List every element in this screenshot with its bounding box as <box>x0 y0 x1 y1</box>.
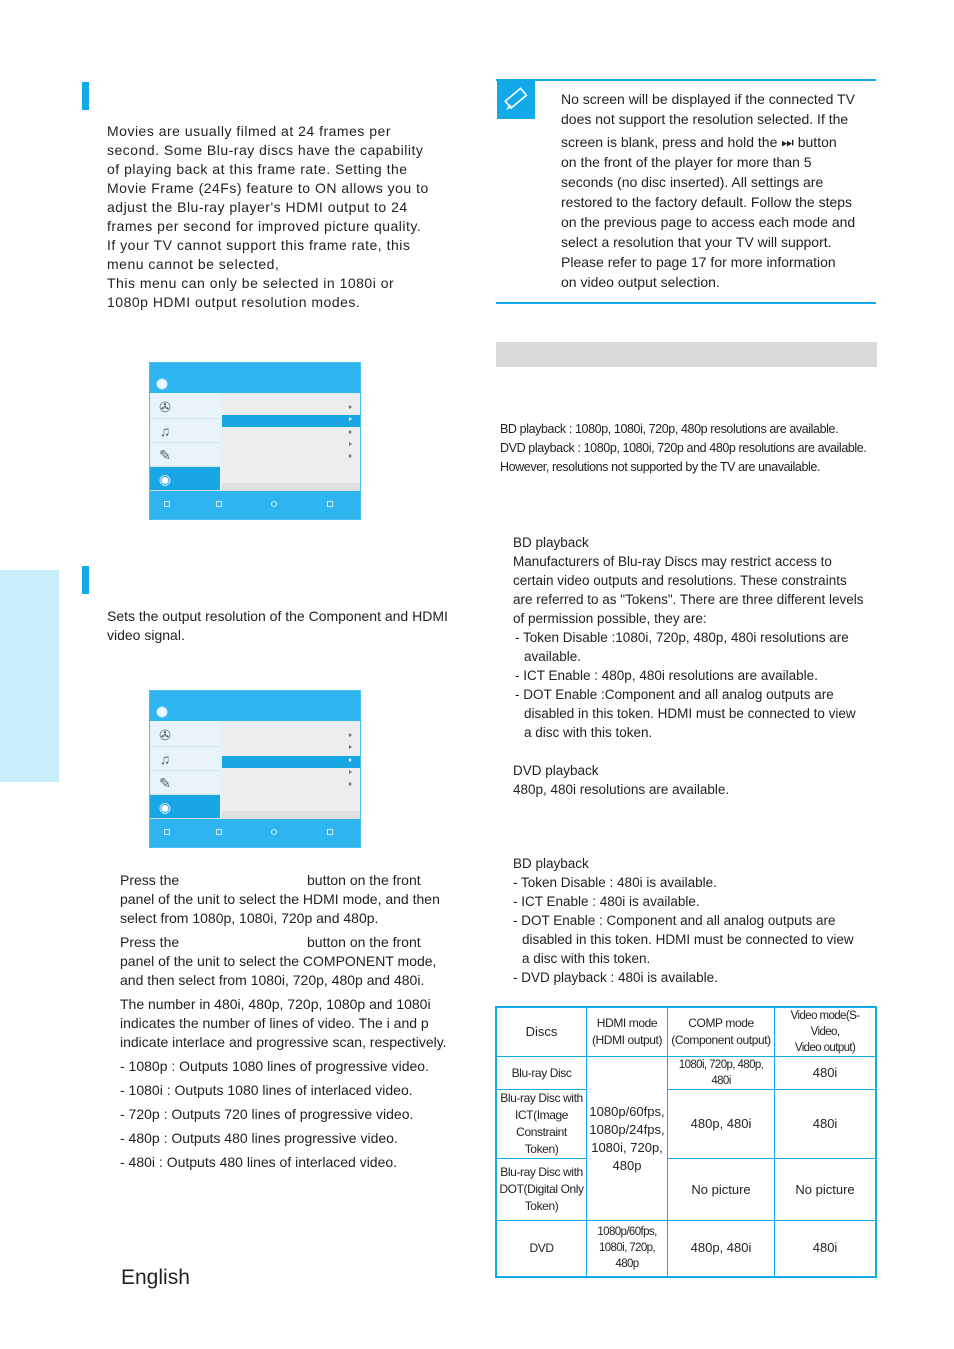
menu-item-audio <box>150 419 220 443</box>
music-note-icon: ♫ <box>159 751 171 767</box>
menu-title-bar <box>150 363 360 393</box>
text-line: Please refer to page 17 for more information <box>561 254 836 270</box>
film-reel-icon: ✇ <box>159 727 171 743</box>
table-row <box>496 1090 876 1159</box>
arrow-right-icon <box>349 782 352 786</box>
gear-disc-icon: ◉ <box>158 799 172 815</box>
video-output-info <box>513 854 883 987</box>
resolution-description <box>107 607 467 645</box>
text-line: panel of the unit to select the HDMI mode, and then <box>120 891 440 907</box>
token-item: - ICT Enable : 480p, 480i resolutions are available. <box>515 668 818 683</box>
section-marker-resolution <box>82 566 89 594</box>
text-line: on the front of the player for more than 5 <box>561 154 812 170</box>
enter-icon <box>216 501 222 507</box>
text-fragment: button on the front <box>307 934 421 950</box>
text-line: on video output selection. <box>561 274 720 290</box>
resolution-list <box>120 1057 470 1177</box>
cell-comp: 480p, 480i <box>667 1090 774 1159</box>
token-item-cont: a disc with this token. <box>524 725 653 740</box>
menu-item-audio <box>150 747 220 771</box>
cell-hdmi-dvd: 1080p/60fps, 1080i, 720p, 480p <box>587 1221 668 1277</box>
header-video-mode: Video mode(S-Video, Video output) <box>775 1007 876 1057</box>
cell-comp: No picture <box>667 1159 774 1221</box>
text-line: No screen will be displayed if the connected TV <box>561 91 855 107</box>
menu-option-row <box>222 731 360 743</box>
move-icon <box>164 501 170 507</box>
text-line: seconds (no disc inserted). All settings are <box>561 174 824 190</box>
list-item: - 480i : Outputs 480 lines of interlaced video. <box>120 1154 398 1170</box>
text-fragment: Press the <box>120 872 180 888</box>
text-line: The number in 480i, 480p, 720p, 1080p and 1080i <box>120 996 431 1012</box>
subheading-bd-playback: BD playback <box>513 535 589 550</box>
move-icon <box>164 829 170 835</box>
menu-options-panel <box>222 721 360 819</box>
menu-option-row-selected <box>222 415 360 427</box>
list-item: - 1080i : Outputs 1080 lines of interlaced video. <box>120 1082 413 1098</box>
text-line: panel of the unit to select the COMPONENT mode, <box>120 953 437 969</box>
text-line: indicates the number of lines of video. The i and p <box>120 1015 429 1031</box>
menu-option-row <box>222 768 360 780</box>
note-text <box>561 89 876 292</box>
arrow-right-icon <box>349 454 352 458</box>
menu-option-row <box>222 403 360 415</box>
arrow-right-icon <box>349 430 352 434</box>
menu-option-footer <box>222 811 360 819</box>
menu-option-row <box>222 440 360 452</box>
subheading-bd-playback: BD playback <box>513 856 589 871</box>
movie-frame-description <box>107 122 467 312</box>
text-line: However, resolutions not supported by the TV are unavailable. <box>500 460 821 474</box>
list-item-cont: a disc with this token. <box>522 951 651 966</box>
text-line: are referred to as "Tokens". There are three different levels <box>513 592 864 607</box>
token-item: - Token Disable :1080i, 720p, 480p, 480i resolutions are <box>515 630 849 645</box>
text-line: DVD playback : 1080p, 1080i, 720p and 480p resolutions are available. <box>500 441 867 455</box>
menu-button-bar <box>150 491 360 519</box>
text-line: 1080p HDMI output resolution modes. <box>107 294 361 310</box>
output-resolution-table <box>495 1006 877 1278</box>
menu-item-setup <box>150 467 220 491</box>
text-line: Sets the output resolution of the Component and HDMI <box>107 608 448 624</box>
list-item: - DOT Enable : Component and all analog outputs are <box>513 913 836 928</box>
cell-hdmi-bd: 1080p/60fps, 1080p/24fps, 1080i, 720p, 480p <box>587 1057 668 1221</box>
menu-item-display <box>150 395 220 419</box>
text-fragment: button on the front <box>307 872 421 888</box>
gear-disc-icon: ◉ <box>158 471 172 487</box>
table-row <box>496 1159 876 1221</box>
arrow-right-icon <box>349 442 352 446</box>
tools-icon: ✎ <box>159 775 171 791</box>
text-line: Movie Frame (24Fs) feature to ON allows you to <box>107 180 429 196</box>
exit-icon <box>327 829 333 835</box>
menu-option-row <box>222 780 360 792</box>
text-line: Manufacturers of Blu-ray Discs may restrict access to <box>513 554 832 569</box>
list-item-cont: disabled in this token. HDMI must be connected to view <box>522 932 854 947</box>
film-reel-icon: ✇ <box>159 399 171 415</box>
list-item: - Token Disable : 480i is available. <box>513 875 717 890</box>
menu-button-bar <box>150 819 360 847</box>
menu-item-system <box>150 771 220 795</box>
exit-icon <box>327 501 333 507</box>
component-output-info <box>513 533 883 799</box>
return-icon <box>271 501 277 507</box>
section-heading-bar <box>496 342 877 367</box>
menu-category-list <box>150 393 220 491</box>
subheading-dvd-playback: DVD playback <box>513 763 599 778</box>
text-line: restored to the factory default. Follow the steps <box>561 194 853 210</box>
step-hdmi <box>120 871 470 928</box>
menu-item-display <box>150 723 220 747</box>
list-item: - 720p : Outputs 720 lines of progressive video. <box>120 1106 414 1122</box>
menu-item-setup <box>150 795 220 819</box>
arrow-right-icon <box>349 417 352 421</box>
arrow-right-icon <box>349 770 352 774</box>
header-discs: Discs <box>496 1007 587 1057</box>
footer-language: English <box>121 1266 190 1289</box>
text-line: and then select from 1080i, 720p, 480p and 480i. <box>120 972 425 988</box>
text-line: select from 1080p, 1080i, 720p and 480p. <box>120 910 379 926</box>
cell-video: 480i <box>775 1221 876 1277</box>
tools-icon: ✎ <box>159 447 171 463</box>
text-line: This menu can only be selected in 1080i or <box>107 275 395 291</box>
note-top-rule <box>496 79 876 81</box>
text-line: If your TV cannot support this frame rate, this <box>107 237 411 253</box>
note-bottom-rule <box>496 302 876 304</box>
text-line: video signal. <box>107 627 185 643</box>
cell-video: 480i <box>775 1090 876 1159</box>
text-line: select a resolution that your TV will support. <box>561 234 832 250</box>
text-line: frames per second for improved picture quality. <box>107 218 422 234</box>
text-line: 480p, 480i resolutions are available. <box>513 782 730 797</box>
cell-video: 480i <box>775 1057 876 1090</box>
music-note-icon: ♫ <box>159 423 171 439</box>
cell-video: No picture <box>775 1159 876 1221</box>
token-item-cont: available. <box>524 649 582 664</box>
cell-comp: 480p, 480i <box>667 1221 774 1277</box>
setup-menu-screenshot-movie-frame <box>149 362 361 520</box>
token-item: - DOT Enable :Component and all analog outputs are <box>515 687 834 702</box>
disc-icon <box>156 706 168 718</box>
text-fragment: Press the <box>120 934 180 950</box>
cell-disc: Blu-ray Disc <box>496 1057 587 1090</box>
header-hdmi-mode: HDMI mode (HDMI output) <box>587 1007 668 1057</box>
resolution-explanation <box>120 995 470 1052</box>
list-item: - 480p : Outputs 480 lines progressive video. <box>120 1130 398 1146</box>
text-line: does not support the resolution selected. If the <box>561 111 849 127</box>
text-line: screen is blank, press and hold the ⏭ button <box>561 134 837 150</box>
text-line: indicate interlace and progressive scan, respectively. <box>120 1034 447 1050</box>
text-line: Movies are usually filmed at 24 frames per <box>107 123 391 139</box>
cell-disc: Blu-ray Disc with DOT(Digital Only Token) <box>496 1159 587 1221</box>
arrow-right-icon <box>349 758 352 762</box>
chapter-tab <box>0 570 59 782</box>
setup-menu-screenshot-resolution <box>149 690 361 848</box>
menu-option-footer <box>222 483 360 491</box>
text-line: menu cannot be selected, <box>107 256 280 272</box>
step-component <box>120 933 470 990</box>
table-row <box>496 1057 876 1090</box>
arrow-right-icon <box>349 733 352 737</box>
cell-disc: DVD <box>496 1221 587 1277</box>
list-item: - ICT Enable : 480i is available. <box>513 894 700 909</box>
header-comp-mode: COMP mode (Component output) <box>667 1007 774 1057</box>
arrow-right-icon <box>349 405 352 409</box>
table-row <box>496 1221 876 1277</box>
list-item: - 1080p : Outputs 1080 lines of progressive video. <box>120 1058 429 1074</box>
menu-option-row <box>222 743 360 755</box>
section-marker-movie-frame <box>82 82 89 110</box>
menu-options-panel <box>222 393 360 491</box>
menu-category-list <box>150 721 220 819</box>
availability-text <box>500 420 880 477</box>
note-pencil-icon <box>497 81 535 119</box>
menu-title-bar <box>150 691 360 721</box>
menu-option-row <box>222 428 360 440</box>
token-item-cont: disabled in this token. HDMI must be connected to view <box>524 706 856 721</box>
table-header-row <box>496 1007 876 1057</box>
text-line: BD playback : 1080p, 1080i, 720p, 480p resolutions are available. <box>500 422 839 436</box>
cell-comp: 1080i, 720p, 480p, 480i <box>667 1057 774 1090</box>
disc-icon <box>156 378 168 390</box>
cell-disc: Blu-ray Disc with ICT(Image Constraint Token) <box>496 1090 587 1159</box>
enter-icon <box>216 829 222 835</box>
text-line: on the previous page to access each mode and <box>561 214 856 230</box>
text-line: certain video outputs and resolutions. These constraints <box>513 573 847 588</box>
list-item: - DVD playback : 480i is available. <box>513 970 718 985</box>
text-line: of permission possible, they are: <box>513 611 707 626</box>
menu-option-row-selected <box>222 756 360 768</box>
text-line: second. Some Blu-ray discs have the capability <box>107 142 424 158</box>
return-icon <box>271 829 277 835</box>
text-line: of playing back at this frame rate. Setting the <box>107 161 408 177</box>
menu-option-row <box>222 452 360 464</box>
menu-item-system <box>150 443 220 467</box>
arrow-right-icon <box>349 745 352 749</box>
text-line: adjust the Blu-ray player's HDMI output to 24 <box>107 199 408 215</box>
